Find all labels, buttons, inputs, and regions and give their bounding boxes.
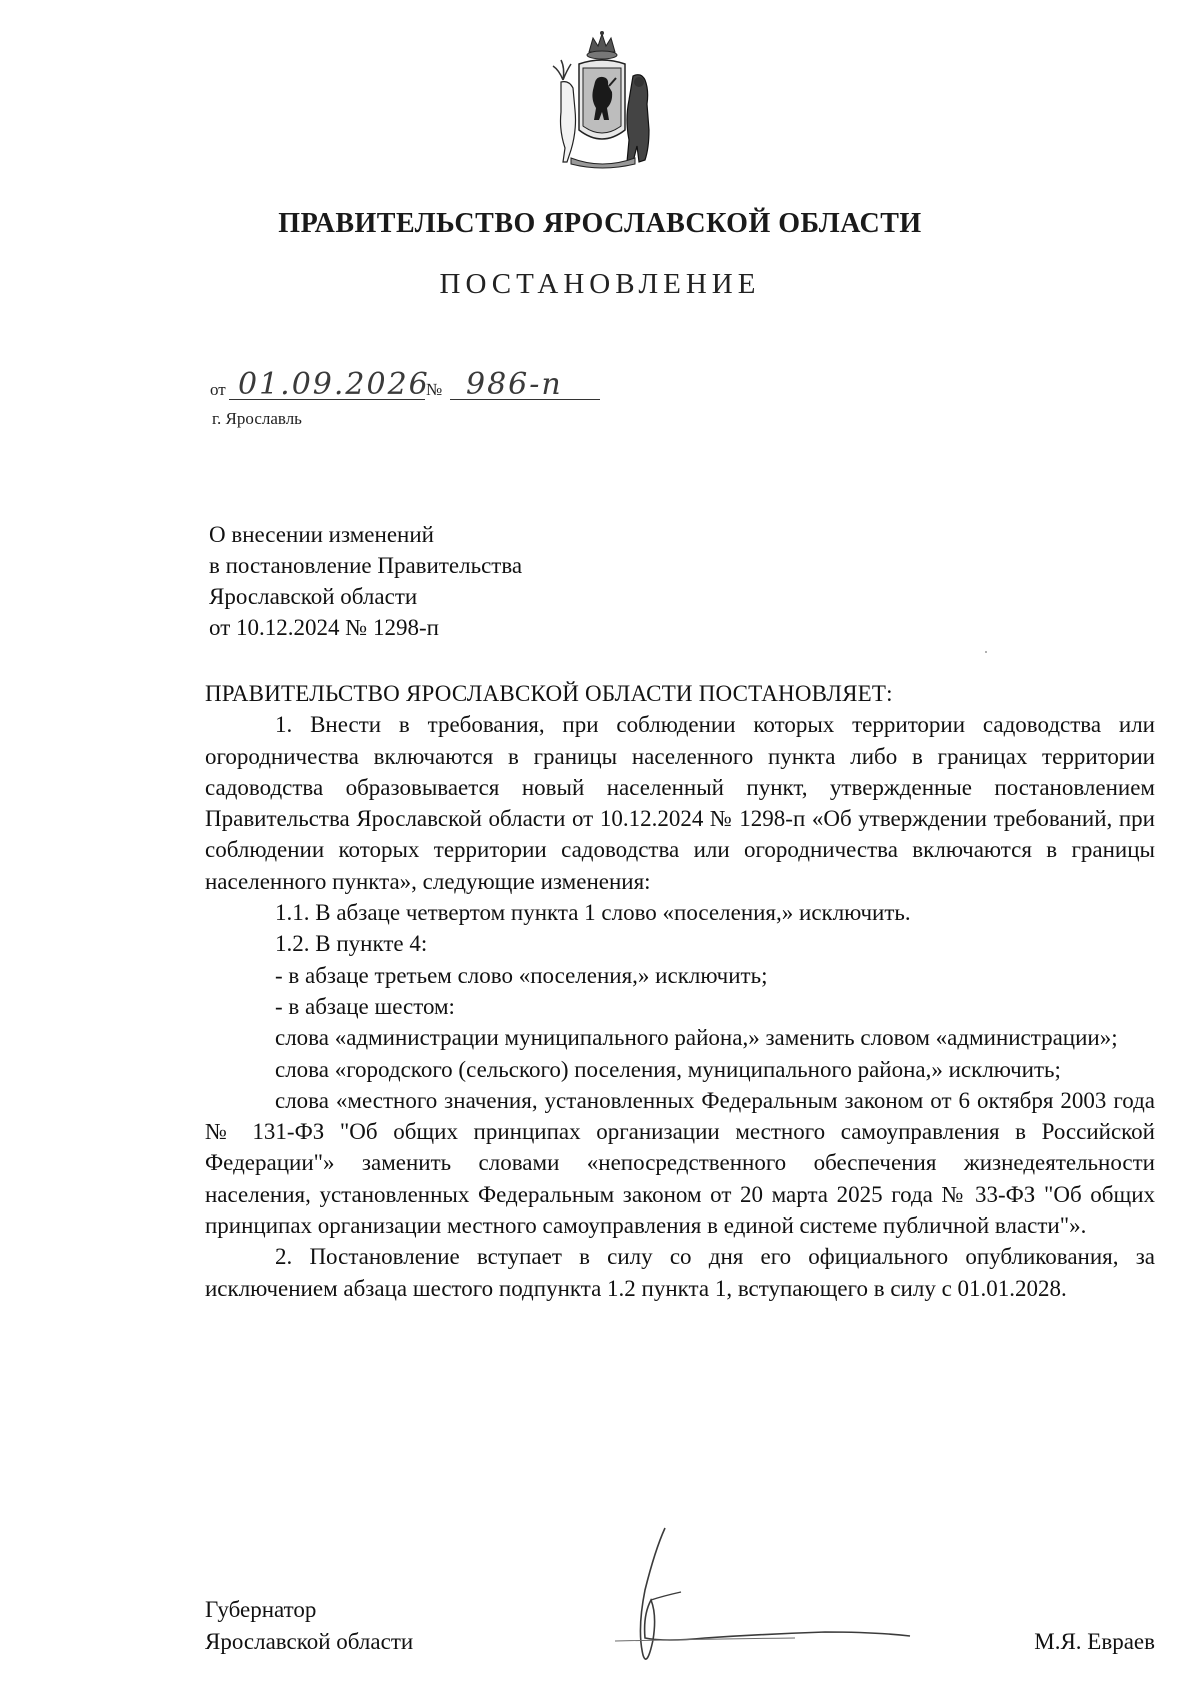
handwritten-number: 986-п bbox=[466, 367, 563, 402]
organization-title: ПРАВИТЕЛЬСТВО ЯРОСЛАВСКОЙ ОБЛАСТИ bbox=[278, 208, 922, 239]
signatory-position bbox=[205, 1594, 413, 1658]
city-label: г. Ярославль bbox=[212, 409, 302, 428]
signature-block bbox=[205, 1594, 1155, 1664]
paragraph-1-2-a: - в абзаце третьем слово «поселения,» исключить; bbox=[275, 962, 768, 988]
date-prefix-label: от bbox=[210, 380, 226, 399]
subject-line: О внесении изменений bbox=[209, 522, 434, 547]
coat-of-arms-icon bbox=[549, 30, 655, 170]
decree-statement: ПРАВИТЕЛЬСТВО ЯРОСЛАВСКОЙ ОБЛАСТИ ПОСТАНОВЛЯЕТ: bbox=[205, 681, 893, 706]
subject-line: от 10.12.2024 № 1298-п bbox=[209, 615, 439, 640]
paragraph-1-2-b2: слова «городского (сельского) поселения, муниципального района,» исключить; bbox=[275, 1056, 1061, 1082]
paragraph-1-1: 1.1. В абзаце четвертом пункта 1 слово «поселения,» исключить. bbox=[275, 900, 911, 926]
scan-speck bbox=[985, 651, 987, 653]
document-body bbox=[205, 678, 1155, 1304]
document-type-title: ПОСТАНОВЛЕНИЕ bbox=[439, 268, 761, 300]
paragraph-1-2: 1.2. В пункте 4: bbox=[275, 931, 428, 957]
position-line: Ярославской области bbox=[205, 1629, 414, 1654]
subject-line: Ярославской области bbox=[209, 584, 418, 609]
paragraph-1: 1. Внести в требования, при соблюдении которых территории садоводства или огородничества включаются в границы населенного пункта либо в границах территории садоводства образовывается новый населенный пункт, утвержденные постановлением Правительства Ярославской области от 10.12.2024 № 1298-п «Об утверждении требований, при соблюдении которых территории садоводства или огородничества включаются в границы населенного пункта», следующие изменения: bbox=[205, 712, 1155, 894]
paragraph-2: 2. Постановление вступает в силу со дня его официального опубликования, за исключением абзаца шестого подпункта 1.2 пункта 1, вступающего в силу с 01.01.2028. bbox=[205, 1244, 1155, 1301]
signatory-name: М.Я. Евраев bbox=[1034, 1629, 1155, 1654]
document-subject bbox=[209, 519, 522, 643]
handwritten-date: 01.09.2026 bbox=[238, 367, 430, 402]
paragraph-1-2-b3: слова «местного значения, установленных Федеральным законом от 6 октября 2003 года № 131-ФЗ "Об общих принципах организации местного самоуправления в Российской Федерации"» заменить словами «непосредственного обеспечения жизнедеятельности населения, установленных Федеральным законом от 20 марта 2025 года № 33-ФЗ "Об общих принципах организации местного самоуправления в единой системе публичной власти"». bbox=[205, 1087, 1155, 1239]
number-sign-label: № bbox=[426, 380, 443, 399]
registration-line bbox=[210, 360, 630, 406]
position-line: Губернатор bbox=[205, 1597, 317, 1622]
subject-line: в постановление Правительства bbox=[209, 553, 523, 578]
paragraph-1-2-b1: слова «администрации муниципального района,» заменить словом «администрации»; bbox=[275, 1025, 1118, 1051]
paragraph-1-2-b: - в абзаце шестом: bbox=[275, 993, 455, 1019]
